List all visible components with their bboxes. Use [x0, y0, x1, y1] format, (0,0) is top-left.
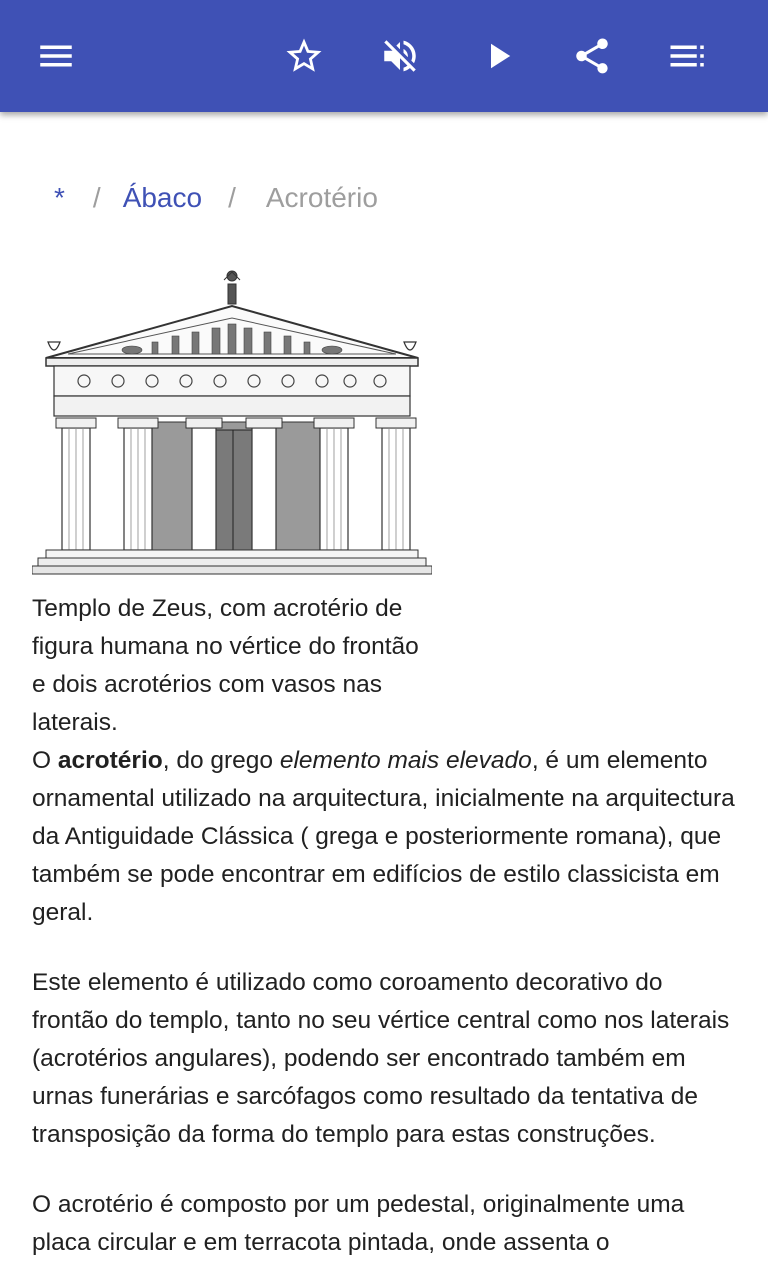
paragraph-intro: O acrotério, do grego elemento mais elevado, é um elemento ornamental utilizado na arquitectura, inicialmente na arquitectura da Antiguidade Clássica ( grega e posteriormente romana), que também se pode encontrar em edifícios de estilo classicista em geral.	[32, 747, 735, 926]
term-italic: elemento mais elevado	[279, 747, 532, 774]
mute-button[interactable]	[372, 28, 428, 84]
favorite-button[interactable]	[276, 28, 332, 84]
article-body	[32, 590, 744, 1262]
share-button[interactable]	[564, 28, 620, 84]
play-button[interactable]	[470, 28, 526, 84]
breadcrumb-current: Acrotério	[265, 182, 378, 213]
breadcrumb	[54, 178, 378, 218]
breadcrumb-separator: /	[92, 182, 101, 213]
image-caption: Templo de Zeus, com acrotério de figura humana no vértice do frontão e dois acrotérios com vasos nas laterais.	[32, 595, 419, 736]
paragraph-composition: O acrotério é composto por um pedestal, originalmente uma placa circular e em terracota pintada, onde assenta o	[32, 1191, 685, 1256]
paragraph-usage: Este elemento é utilizado como coroamento decorativo do frontão do templo, tanto no seu vértice central como nos laterais (acrotérios angulares), podendo ser encontrado também em urnas funerárias e sarcófagos como resultado da tentativa de transposição da forma do templo para estas construções.	[32, 969, 730, 1148]
temple-illustration[interactable]	[32, 262, 432, 582]
breadcrumb-separator: /	[228, 182, 236, 213]
breadcrumb-home[interactable]: *	[54, 182, 65, 213]
breadcrumb-parent[interactable]: Ábaco	[122, 182, 203, 213]
menu-button[interactable]	[28, 28, 84, 84]
term-bold: acrotério	[57, 747, 163, 774]
share-icon	[571, 35, 613, 77]
app-bar	[0, 0, 768, 112]
playlist-icon	[667, 35, 709, 77]
star-outline-icon	[283, 35, 325, 77]
hamburger-menu-icon	[35, 35, 77, 77]
volume-off-icon	[379, 35, 421, 77]
playlist-button[interactable]	[660, 28, 716, 84]
play-icon	[477, 35, 519, 77]
